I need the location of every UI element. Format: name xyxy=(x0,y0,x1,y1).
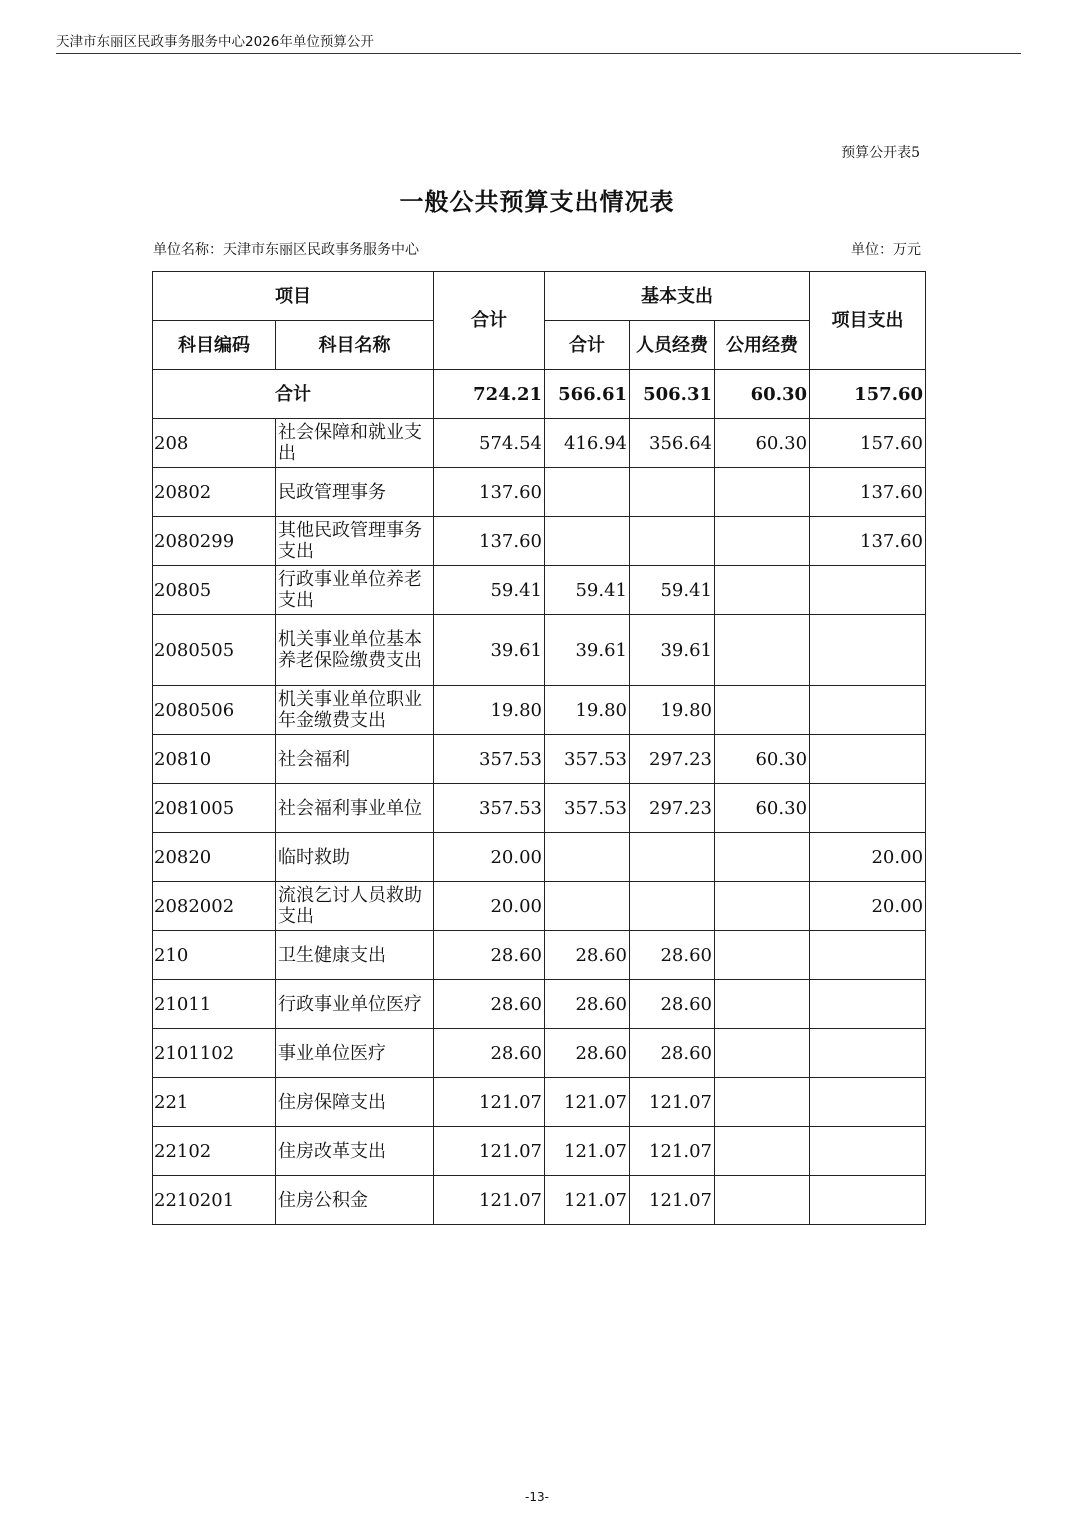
cell-code: 20805 xyxy=(153,566,276,615)
cell-public xyxy=(715,980,810,1029)
cell-code: 2080505 xyxy=(153,615,276,686)
cell-personnel: 19.80 xyxy=(630,686,715,735)
cell-project: 137.60 xyxy=(810,468,926,517)
total-label: 合计 xyxy=(153,370,434,419)
table-row xyxy=(153,1176,926,1225)
cell-project: 20.00 xyxy=(810,882,926,931)
cell-project xyxy=(810,1127,926,1176)
header-code: 科目编码 xyxy=(153,321,276,370)
table-row xyxy=(153,1127,926,1176)
cell-basic-total: 121.07 xyxy=(545,1176,630,1225)
header-rule xyxy=(56,53,1021,54)
cell-code: 21011 xyxy=(153,980,276,1029)
cell-total: 28.60 xyxy=(434,1029,545,1078)
cell-basic-total: 19.80 xyxy=(545,686,630,735)
cell-name: 住房保障支出 xyxy=(276,1078,434,1127)
table-row xyxy=(153,468,926,517)
cell-personnel: 28.60 xyxy=(630,1029,715,1078)
cell-total: 19.80 xyxy=(434,686,545,735)
cell-total: 121.07 xyxy=(434,1176,545,1225)
cell-public: 60.30 xyxy=(715,784,810,833)
cell-public xyxy=(715,615,810,686)
header-project: 项目支出 xyxy=(810,272,926,370)
cell-personnel: 356.64 xyxy=(630,419,715,468)
cell-name: 行政事业单位医疗 xyxy=(276,980,434,1029)
cell-project xyxy=(810,784,926,833)
cell-code: 221 xyxy=(153,1078,276,1127)
cell-public xyxy=(715,1078,810,1127)
page-number: -13- xyxy=(525,1490,549,1504)
total-basic-total: 566.61 xyxy=(545,370,630,419)
cell-code: 2082002 xyxy=(153,882,276,931)
cell-total: 121.07 xyxy=(434,1127,545,1176)
header-basic-total: 合计 xyxy=(545,321,630,370)
total-project: 157.60 xyxy=(810,370,926,419)
currency-unit: 单位：万元 xyxy=(851,242,921,258)
table-row xyxy=(153,1078,926,1127)
cell-basic-total: 416.94 xyxy=(545,419,630,468)
cell-code: 20810 xyxy=(153,735,276,784)
table-row xyxy=(153,1029,926,1078)
cell-total: 28.60 xyxy=(434,980,545,1029)
table-row xyxy=(153,686,926,735)
cell-name: 民政管理事务 xyxy=(276,468,434,517)
table-row xyxy=(153,784,926,833)
cell-project xyxy=(810,1176,926,1225)
total-personnel: 506.31 xyxy=(630,370,715,419)
cell-total: 137.60 xyxy=(434,517,545,566)
cell-basic-total: 357.53 xyxy=(545,735,630,784)
cell-code: 20802 xyxy=(153,468,276,517)
cell-public xyxy=(715,1176,810,1225)
cell-basic-total: 59.41 xyxy=(545,566,630,615)
table-body xyxy=(153,370,926,1225)
cell-code: 2081005 xyxy=(153,784,276,833)
header-public: 公用经费 xyxy=(715,321,810,370)
cell-public xyxy=(715,1029,810,1078)
cell-name: 卫生健康支出 xyxy=(276,931,434,980)
table-row xyxy=(153,566,926,615)
cell-total: 357.53 xyxy=(434,784,545,833)
total-row xyxy=(153,370,926,419)
cell-name: 行政事业单位养老支出 xyxy=(276,566,434,615)
cell-code: 210 xyxy=(153,931,276,980)
cell-personnel: 121.07 xyxy=(630,1127,715,1176)
cell-basic-total: 357.53 xyxy=(545,784,630,833)
cell-project xyxy=(810,615,926,686)
cell-public xyxy=(715,517,810,566)
cell-project xyxy=(810,735,926,784)
cell-public xyxy=(715,833,810,882)
cell-public xyxy=(715,1127,810,1176)
cell-personnel: 297.23 xyxy=(630,735,715,784)
cell-personnel xyxy=(630,833,715,882)
cell-total: 20.00 xyxy=(434,882,545,931)
header-basic: 基本支出 xyxy=(545,272,810,321)
total-total: 724.21 xyxy=(434,370,545,419)
header-total: 合计 xyxy=(434,272,545,370)
cell-basic-total xyxy=(545,468,630,517)
cell-name: 其他民政管理事务支出 xyxy=(276,517,434,566)
cell-name: 住房公积金 xyxy=(276,1176,434,1225)
cell-basic-total: 121.07 xyxy=(545,1078,630,1127)
cell-basic-total: 39.61 xyxy=(545,615,630,686)
cell-total: 20.00 xyxy=(434,833,545,882)
cell-personnel: 121.07 xyxy=(630,1176,715,1225)
cell-total: 574.54 xyxy=(434,419,545,468)
cell-name: 社会保障和就业支出 xyxy=(276,419,434,468)
cell-personnel: 59.41 xyxy=(630,566,715,615)
cell-project xyxy=(810,980,926,1029)
document-title: 一般公共预算支出情况表 xyxy=(399,187,675,216)
budget-table-container xyxy=(152,271,926,1225)
cell-code: 2210201 xyxy=(153,1176,276,1225)
header-row-1 xyxy=(153,272,926,321)
cell-code: 2101102 xyxy=(153,1029,276,1078)
header-name: 科目名称 xyxy=(276,321,434,370)
cell-project xyxy=(810,566,926,615)
cell-personnel xyxy=(630,517,715,566)
cell-project: 157.60 xyxy=(810,419,926,468)
cell-personnel: 28.60 xyxy=(630,931,715,980)
cell-personnel: 28.60 xyxy=(630,980,715,1029)
cell-name: 社会福利事业单位 xyxy=(276,784,434,833)
cell-public xyxy=(715,468,810,517)
cell-total: 28.60 xyxy=(434,931,545,980)
table-row xyxy=(153,517,926,566)
cell-code: 22102 xyxy=(153,1127,276,1176)
unit-name: 单位名称：天津市东丽区民政事务服务中心 xyxy=(153,242,419,258)
cell-basic-total: 28.60 xyxy=(545,931,630,980)
table-row xyxy=(153,735,926,784)
cell-total: 59.41 xyxy=(434,566,545,615)
budget-table xyxy=(152,271,926,1225)
cell-personnel: 297.23 xyxy=(630,784,715,833)
cell-public: 60.30 xyxy=(715,419,810,468)
cell-basic-total: 28.60 xyxy=(545,980,630,1029)
cell-total: 357.53 xyxy=(434,735,545,784)
table-number: 预算公开表5 xyxy=(841,145,920,161)
cell-name: 社会福利 xyxy=(276,735,434,784)
cell-code: 20820 xyxy=(153,833,276,882)
cell-personnel xyxy=(630,882,715,931)
cell-public xyxy=(715,686,810,735)
table-row xyxy=(153,882,926,931)
running-header: 天津市东丽区民政事务服务中心2026年单位预算公开 xyxy=(56,34,374,50)
cell-name: 住房改革支出 xyxy=(276,1127,434,1176)
cell-code: 2080506 xyxy=(153,686,276,735)
cell-public: 60.30 xyxy=(715,735,810,784)
cell-basic-total xyxy=(545,517,630,566)
cell-name: 机关事业单位基本养老保险缴费支出 xyxy=(276,615,434,686)
table-row xyxy=(153,419,926,468)
cell-project: 20.00 xyxy=(810,833,926,882)
cell-basic-total xyxy=(545,833,630,882)
cell-public xyxy=(715,882,810,931)
cell-personnel xyxy=(630,468,715,517)
cell-basic-total: 121.07 xyxy=(545,1127,630,1176)
cell-project xyxy=(810,931,926,980)
cell-project xyxy=(810,686,926,735)
table-row xyxy=(153,615,926,686)
cell-personnel: 39.61 xyxy=(630,615,715,686)
cell-code: 2080299 xyxy=(153,517,276,566)
cell-public xyxy=(715,931,810,980)
cell-public xyxy=(715,566,810,615)
cell-total: 121.07 xyxy=(434,1078,545,1127)
table-row xyxy=(153,980,926,1029)
cell-basic-total xyxy=(545,882,630,931)
cell-name: 流浪乞讨人员救助支出 xyxy=(276,882,434,931)
cell-total: 39.61 xyxy=(434,615,545,686)
cell-project: 137.60 xyxy=(810,517,926,566)
table-row xyxy=(153,931,926,980)
cell-code: 208 xyxy=(153,419,276,468)
cell-project xyxy=(810,1078,926,1127)
cell-total: 137.60 xyxy=(434,468,545,517)
cell-project xyxy=(810,1029,926,1078)
total-public: 60.30 xyxy=(715,370,810,419)
header-item: 项目 xyxy=(153,272,434,321)
cell-name: 临时救助 xyxy=(276,833,434,882)
table-row xyxy=(153,833,926,882)
cell-personnel: 121.07 xyxy=(630,1078,715,1127)
cell-basic-total: 28.60 xyxy=(545,1029,630,1078)
cell-name: 机关事业单位职业年金缴费支出 xyxy=(276,686,434,735)
header-personnel: 人员经费 xyxy=(630,321,715,370)
cell-name: 事业单位医疗 xyxy=(276,1029,434,1078)
